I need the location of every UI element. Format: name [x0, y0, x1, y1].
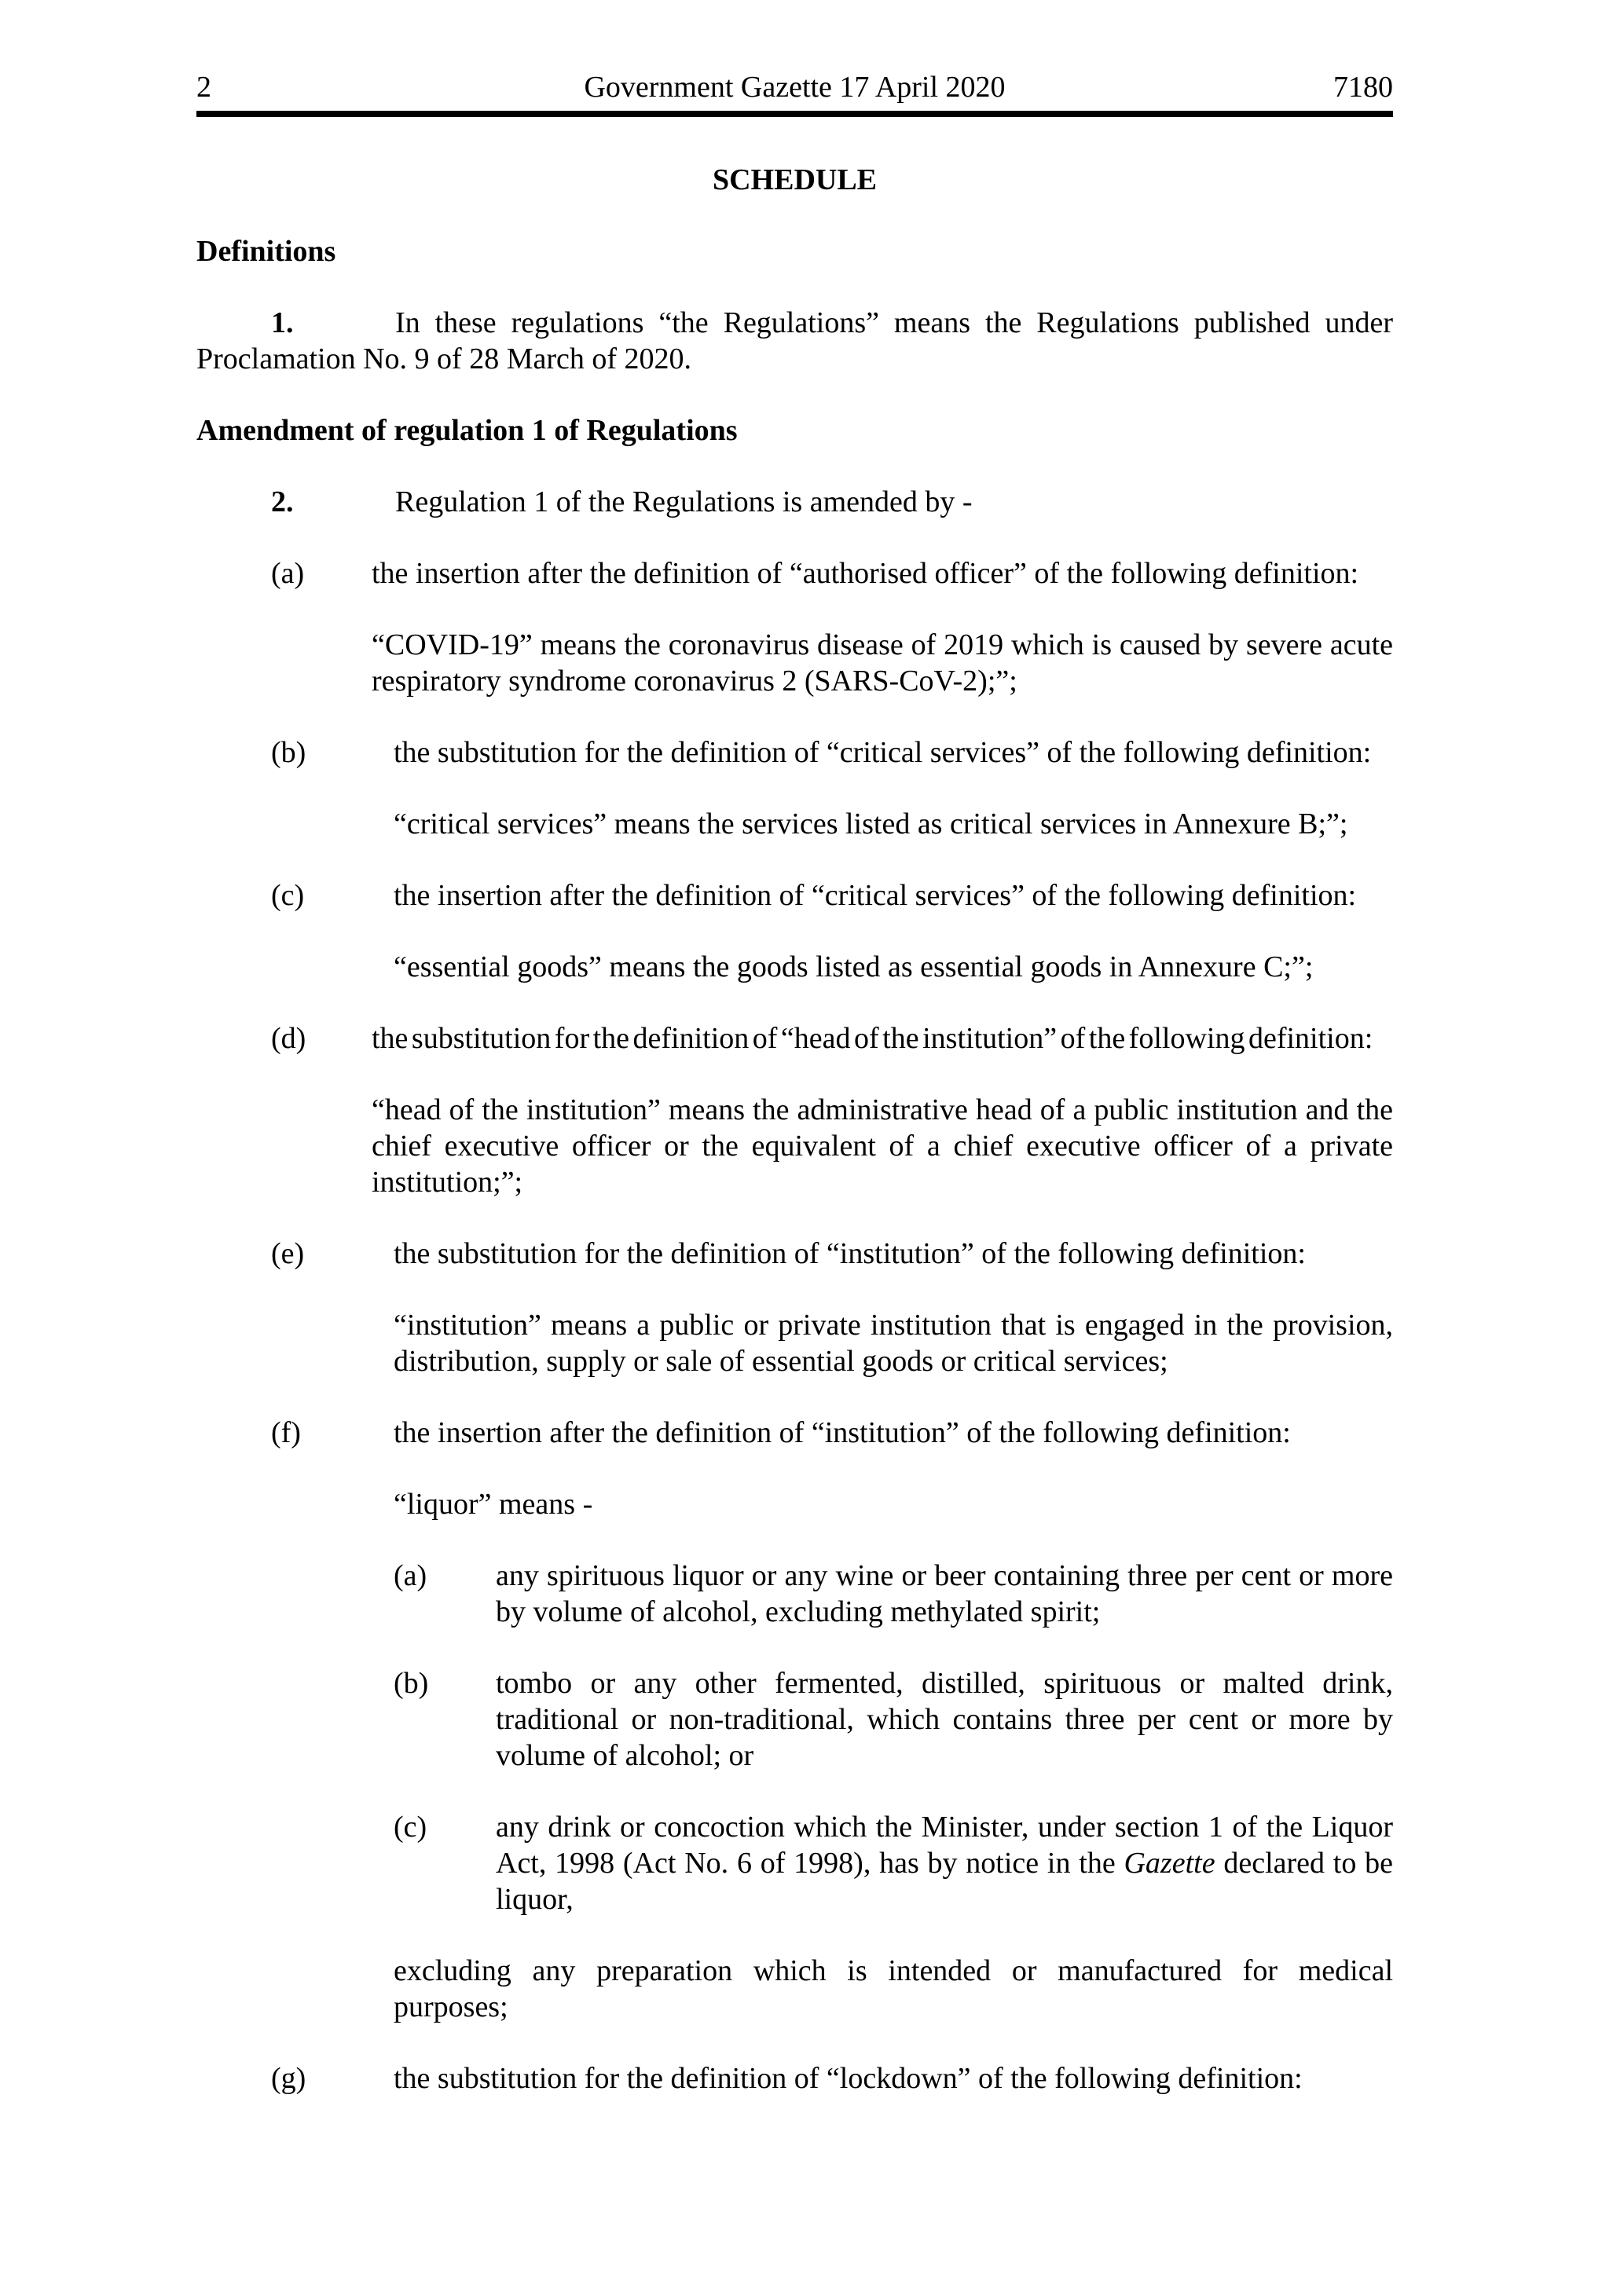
item-f-text: the insertion after the definition of “institution” of the following definition: [394, 1416, 1291, 1449]
item-c-text: the insertion after the definition of “critical services” of the following definition: [394, 879, 1357, 912]
schedule-heading: SCHEDULE [712, 163, 878, 196]
liquor-sub-item-c-text-before: any drink or concoction which the Minister, under section 1 of the Liquor Act, 1998 (Act No. 6 of 1998), has by notice in the [496, 1811, 1393, 1880]
page-number: 2 [196, 71, 211, 104]
item-a-label: (a) [271, 557, 305, 590]
item-f-label: (f) [271, 1416, 301, 1449]
liquor-sub-item-a-text: any spirituous liquor or any wine or beer containing three per cent or more by volume of alcohol, excluding methylated spirit; [496, 1559, 1393, 1628]
regulation-1-number: 1. [271, 306, 294, 339]
definition-head-of-institution: “head of the institution” means the administrative head of a public institution and the chief executive officer or the equivalent of a chief executive officer of a private institution;”; [372, 1093, 1393, 1199]
gazette-title: Government Gazette 17 April 2020 [584, 71, 1006, 104]
definition-institution: “institution” means a public or private institution that is engaged in the provision, distribution, supply or sale of essential goods or critical services; [394, 1309, 1393, 1378]
definitions-heading: Definitions [196, 235, 336, 268]
liquor-sub-item-b [196, 1665, 1393, 1774]
page-content [0, 69, 1624, 2096]
item-a [196, 555, 1393, 591]
definition-liquor-intro: “liquor” means - [394, 1488, 593, 1521]
definition-covid19: “COVID-19” means the coronavirus disease of 2019 which is caused by severe acute respiratory syndrome coronavirus 2 (SARS-CoV-2);”; [372, 628, 1393, 698]
liquor-sub-item-a [196, 1558, 1393, 1630]
item-a-text: the insertion after the definition of “authorised officer” of the following definition: [372, 557, 1359, 590]
item-e-text: the substitution for the definition of “institution” of the following definition: [394, 1237, 1306, 1270]
item-e-label: (e) [271, 1237, 305, 1270]
item-c [196, 877, 1393, 914]
regulation-2-text: Regulation 1 of the Regulations is amended by - [395, 485, 973, 518]
item-b-text: the substitution for the definition of “critical services” of the following definition: [394, 736, 1372, 769]
liquor-exclusion: excluding any preparation which is intended or manufactured for medical purposes; [394, 1954, 1393, 2023]
item-b-label: (b) [271, 736, 306, 769]
liquor-sub-item-a-label: (a) [394, 1559, 427, 1592]
item-e [196, 1236, 1393, 1272]
definition-essential-goods: “essential goods” means the goods listed as essential goods in Annexure C;”; [394, 950, 1314, 983]
regulation-2-paragraph [196, 484, 1393, 520]
item-g [196, 2060, 1393, 2096]
header-rule [196, 111, 1393, 117]
amendment-heading: Amendment of regulation 1 of Regulations [196, 414, 738, 447]
liquor-sub-item-b-label: (b) [394, 1667, 429, 1700]
item-c-label: (c) [271, 879, 305, 912]
item-d-text: the substitution for the definition of “head of the institution” of the following definition: [372, 1022, 1373, 1055]
gazette-number: 7180 [1333, 71, 1393, 104]
liquor-sub-item-c-text-after: declared to be liquor, [496, 1847, 1394, 1916]
item-g-label: (g) [271, 2062, 306, 2095]
item-g-text: the substitution for the definition of “lockdown” of the following definition: [394, 2062, 1303, 2095]
item-d-label: (d) [271, 1022, 306, 1055]
gazette-italic-word: Gazette [1124, 1847, 1215, 1880]
liquor-sub-item-c [196, 1809, 1393, 1917]
liquor-sub-item-b-text: tombo or any other fermented, distilled, spirituous or malted drink, traditional or non-traditional, which contains three per cent or more by volume of alcohol; or [496, 1667, 1393, 1772]
regulation-2-number: 2. [271, 485, 294, 518]
item-f [196, 1415, 1393, 1451]
item-d [196, 1020, 1393, 1056]
page-header [196, 69, 1393, 105]
definition-critical-services: “critical services” means the services listed as critical services in Annexure B;”; [394, 807, 1348, 840]
regulation-1-text: In these regulations “the Regulations” means the Regulations published under Proclamation No. 9 of 28 March of 2020. [196, 306, 1393, 375]
item-b [196, 734, 1393, 771]
liquor-sub-item-c-label: (c) [394, 1811, 427, 1844]
regulation-1-paragraph [196, 305, 1393, 377]
